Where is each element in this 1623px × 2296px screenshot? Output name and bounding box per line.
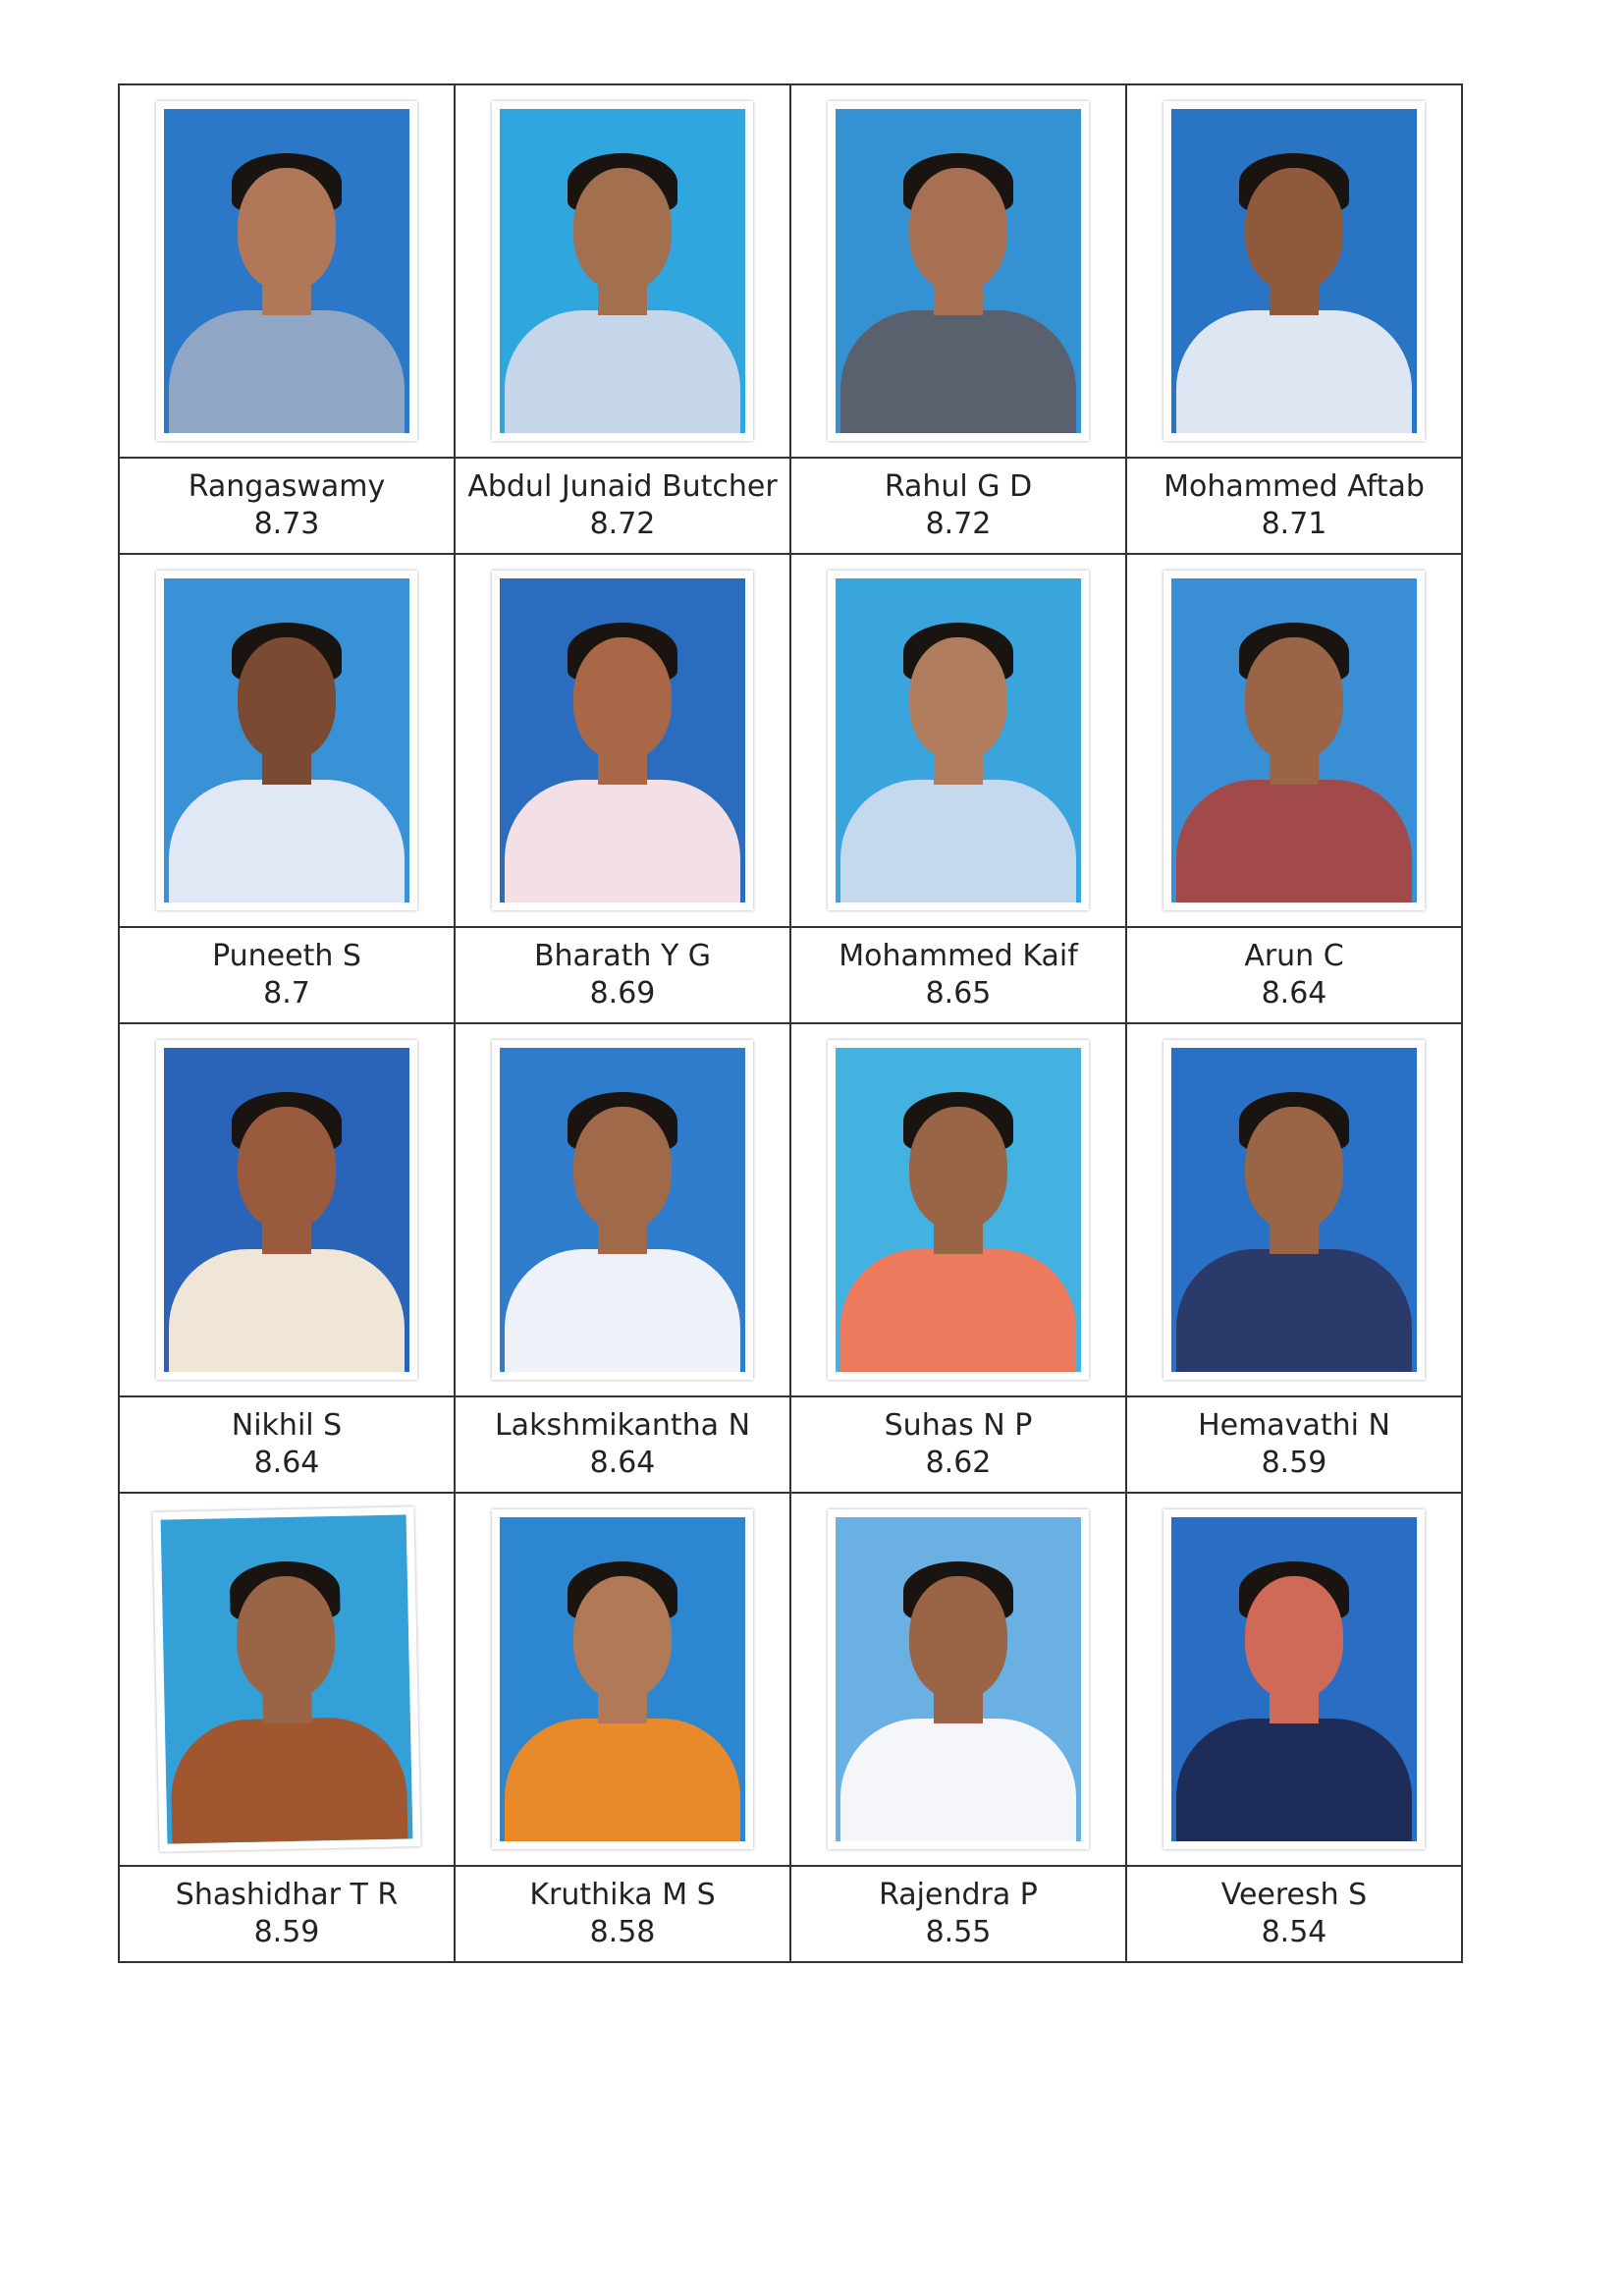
portrait-face: [909, 1107, 1007, 1230]
student-photo: [156, 101, 417, 441]
student-score: 8.72: [589, 507, 656, 541]
portrait-face: [573, 1107, 672, 1230]
portrait: [1171, 1048, 1417, 1372]
student-name: Veeresh S: [1220, 1878, 1368, 1912]
label-area: [120, 1397, 454, 1492]
portrait: [164, 1048, 409, 1372]
student-card: [454, 555, 789, 1022]
photo-area: [120, 555, 454, 928]
student-score: 8.64: [589, 1446, 656, 1480]
student-score: 8.59: [1261, 1446, 1327, 1480]
label-area: [456, 928, 789, 1022]
photo-area: [456, 1024, 789, 1397]
photo-area: [791, 1494, 1125, 1867]
label-area: [456, 1867, 789, 1961]
student-card: [1125, 1494, 1461, 1961]
portrait-face: [238, 1107, 336, 1230]
student-photo: [492, 1509, 753, 1849]
student-name: Hemavathi N: [1198, 1408, 1390, 1443]
portrait-shirt: [505, 1719, 740, 1841]
label-area: [1127, 1867, 1461, 1961]
student-photo: [828, 101, 1089, 441]
student-card: [789, 555, 1125, 1022]
portrait: [500, 109, 745, 433]
photo-area: [791, 555, 1125, 928]
student-photo: [152, 1506, 420, 1851]
portrait-shirt: [840, 1719, 1076, 1841]
photo-area: [791, 85, 1125, 459]
student-score: 8.54: [1261, 1915, 1327, 1949]
photo-area: [1127, 555, 1461, 928]
photo-area: [791, 1024, 1125, 1397]
portrait-face: [238, 637, 336, 760]
portrait: [1171, 109, 1417, 433]
portrait-shirt: [1176, 1719, 1412, 1841]
student-card: [789, 1494, 1125, 1961]
photo-area: [120, 85, 454, 459]
photo-area: [120, 1024, 454, 1397]
student-card: [454, 1024, 789, 1492]
student-score: 8.59: [253, 1915, 320, 1949]
label-area: [456, 459, 789, 553]
portrait-shirt: [169, 310, 405, 433]
student-score: 8.69: [589, 976, 656, 1011]
portrait-face: [909, 168, 1007, 291]
student-photo: [492, 1040, 753, 1380]
label-area: [456, 1397, 789, 1492]
label-area: [1127, 1397, 1461, 1492]
student-score: 8.62: [925, 1446, 992, 1480]
student-score: 8.58: [589, 1915, 656, 1949]
photo-area: [1127, 1494, 1461, 1867]
student-card: [789, 1024, 1125, 1492]
portrait-face: [1245, 168, 1343, 291]
student-name: Mohammed Kaif: [839, 939, 1078, 973]
student-row: [120, 85, 1461, 553]
student-score: 8.64: [253, 1446, 320, 1480]
photo-area: [456, 1494, 789, 1867]
portrait: [836, 109, 1081, 433]
student-photo: [492, 101, 753, 441]
portrait: [500, 1048, 745, 1372]
student-row: [120, 553, 1461, 1022]
student-card: [1125, 85, 1461, 553]
photo-area: [1127, 1024, 1461, 1397]
portrait-face: [573, 1576, 672, 1699]
label-area: [1127, 459, 1461, 553]
student-name: Arun C: [1244, 939, 1344, 973]
label-area: [791, 928, 1125, 1022]
portrait: [164, 109, 409, 433]
student-name: Shashidhar T R: [175, 1878, 399, 1912]
portrait: [161, 1514, 413, 1843]
student-name: Nikhil S: [231, 1408, 343, 1443]
student-photo: [156, 1040, 417, 1380]
student-name: Rangaswamy: [188, 469, 386, 504]
student-score: 8.64: [1261, 976, 1327, 1011]
student-photo: [492, 571, 753, 910]
student-photo: [1163, 571, 1425, 910]
student-photo: [1163, 1509, 1425, 1849]
label-area: [791, 1397, 1125, 1492]
portrait-shirt: [840, 1249, 1076, 1372]
portrait: [1171, 578, 1417, 902]
student-score: 8.65: [925, 976, 992, 1011]
portrait-face: [238, 168, 336, 291]
portrait-face: [573, 637, 672, 760]
portrait: [500, 1517, 745, 1841]
student-name: Mohammed Aftab: [1163, 469, 1425, 504]
photo-area: [120, 1494, 454, 1867]
portrait-face: [909, 637, 1007, 760]
portrait-face: [236, 1575, 337, 1700]
student-name: Bharath Y G: [533, 939, 712, 973]
portrait-face: [573, 168, 672, 291]
student-name: Puneeth S: [212, 939, 361, 973]
portrait: [500, 578, 745, 902]
student-photo: [828, 1509, 1089, 1849]
student-row: [120, 1022, 1461, 1492]
portrait-face: [1245, 1107, 1343, 1230]
student-score: 8.73: [253, 507, 320, 541]
student-name: Rahul G D: [884, 469, 1033, 504]
portrait-face: [1245, 1576, 1343, 1699]
student-name: Abdul Junaid Butcher: [467, 469, 778, 504]
student-card: [789, 85, 1125, 553]
portrait-shirt: [169, 780, 405, 902]
portrait-shirt: [170, 1716, 408, 1843]
label-area: [1127, 928, 1461, 1022]
student-score: 8.7: [263, 976, 310, 1011]
student-name: Kruthika M S: [529, 1878, 716, 1912]
label-area: [120, 459, 454, 553]
student-grid: [118, 83, 1463, 1963]
portrait: [1171, 1517, 1417, 1841]
portrait-shirt: [1176, 1249, 1412, 1372]
label-area: [120, 928, 454, 1022]
portrait-shirt: [505, 310, 740, 433]
student-score: 8.72: [925, 507, 992, 541]
student-card: [120, 1494, 454, 1961]
label-area: [791, 459, 1125, 553]
student-photo: [156, 571, 417, 910]
student-card: [454, 1494, 789, 1961]
student-photo: [828, 571, 1089, 910]
student-photo: [1163, 1040, 1425, 1380]
portrait-shirt: [1176, 310, 1412, 433]
portrait-shirt: [505, 1249, 740, 1372]
portrait-shirt: [169, 1249, 405, 1372]
photo-area: [1127, 85, 1461, 459]
student-card: [120, 1024, 454, 1492]
student-card: [1125, 1024, 1461, 1492]
label-area: [791, 1867, 1125, 1961]
student-score: 8.71: [1261, 507, 1327, 541]
student-card: [1125, 555, 1461, 1022]
portrait-shirt: [840, 780, 1076, 902]
portrait: [836, 578, 1081, 902]
portrait-face: [1245, 637, 1343, 760]
student-row: [120, 1492, 1461, 1961]
student-card: [120, 85, 454, 553]
student-name: Lakshmikantha N: [494, 1408, 751, 1443]
portrait-shirt: [840, 310, 1076, 433]
portrait: [164, 578, 409, 902]
student-photo: [1163, 101, 1425, 441]
student-name: Rajendra P: [879, 1878, 1038, 1912]
photo-area: [456, 555, 789, 928]
portrait: [836, 1517, 1081, 1841]
student-score: 8.55: [925, 1915, 992, 1949]
student-card: [120, 555, 454, 1022]
portrait-shirt: [1176, 780, 1412, 902]
portrait-face: [909, 1576, 1007, 1699]
student-photo: [828, 1040, 1089, 1380]
student-name: Suhas N P: [884, 1408, 1033, 1443]
portrait-shirt: [505, 780, 740, 902]
portrait: [836, 1048, 1081, 1372]
student-card: [454, 85, 789, 553]
label-area: [120, 1867, 454, 1961]
photo-area: [456, 85, 789, 459]
